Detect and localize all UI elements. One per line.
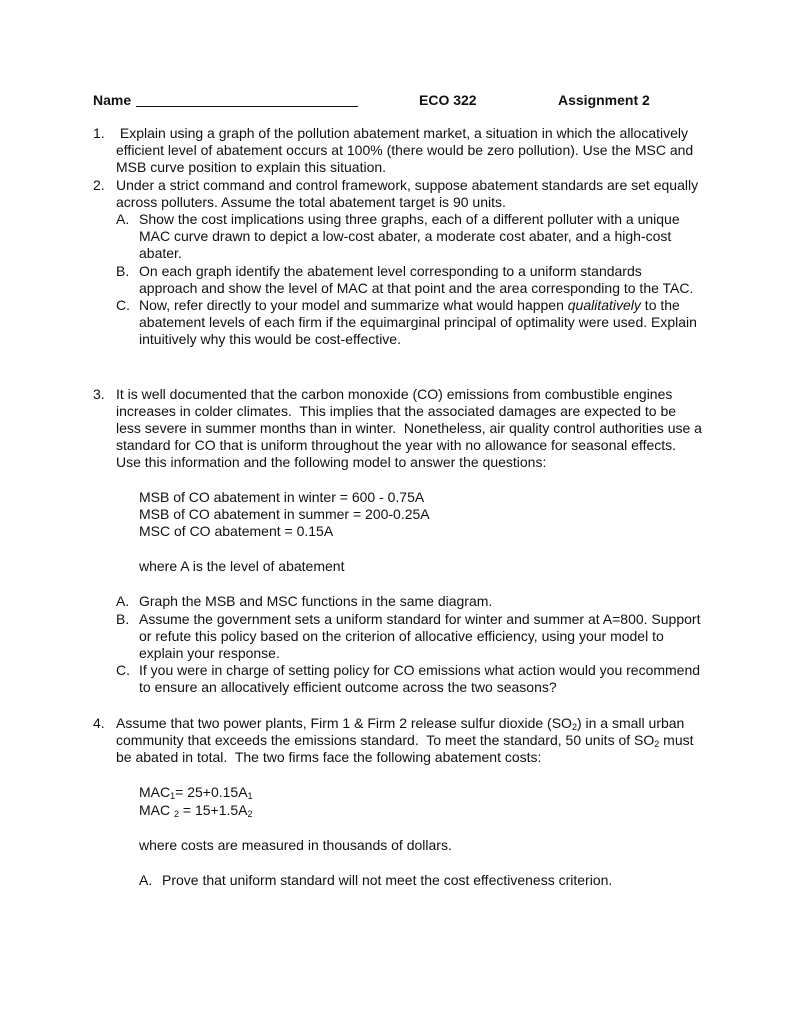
subquestion-3b	[116, 611, 703, 663]
header	[93, 92, 703, 110]
question-text: Explain using a graph of the pollution abatement market, a situation in which the allocatively efficient level of abatement occurs at 100% (there would be zero pollution). Use the MSC and MSB curve position to explain this situation.	[116, 125, 698, 176]
equation-mac2	[139, 802, 703, 819]
italic-emphasis: qualitatively	[567, 297, 641, 314]
subquestion-letter: A.	[116, 211, 130, 228]
question-4	[93, 715, 703, 889]
text-part: Assume that two power plants, Firm 1 & Firm 2 release sulfur dioxide (SO	[116, 714, 572, 731]
question-number: 2.	[93, 176, 105, 193]
subquestion-text: Prove that uniform standard will not meet the cost effectiveness criterion.	[162, 871, 613, 888]
subquestion-letter: B.	[116, 610, 130, 627]
units-note: where costs are measured in thousands of dollars.	[139, 836, 452, 853]
subscript: 1	[170, 791, 176, 802]
text-part: to the abatement levels of each firm if the equimarginal principal of optimality were used. Explain intuitively why this would be cost-effective.	[139, 297, 701, 348]
subquestion-3c	[116, 662, 703, 696]
question-text: Under a strict command and control framework, suppose abatement standards are set equally across polluters. Assume the total abatement target is 90 units.	[116, 176, 699, 210]
subquestion-letter: B.	[116, 262, 130, 279]
subquestion-letter: A.	[116, 593, 130, 610]
subquestion-text: Graph the MSB and MSC functions in the same diagram.	[139, 593, 493, 610]
subquestion-text: Assume the government sets a uniform standard for winter and summer at A=800. Support or refute this policy based on the criterion of allocative efficiency, using your model to explain your response.	[139, 610, 701, 662]
subquestion-2b	[116, 263, 703, 297]
text-part: ) in a small urban community that exceeds the emissions standard. To meet the standard, 50 units of SO	[116, 714, 689, 748]
eq-part: MAC	[139, 801, 174, 818]
equation-msb-summer: MSB of CO abatement in summer = 200-0.25A	[139, 505, 430, 522]
question-number: 4.	[93, 714, 105, 731]
assignment-title: Assignment 2	[558, 92, 650, 108]
course-code: ECO 322	[419, 92, 477, 108]
equation-msb-winter: MSB of CO abatement in winter = 600 - 0.75A	[139, 488, 425, 505]
subscript: 2	[571, 721, 577, 732]
eq-part: = 15+1.5A	[179, 801, 248, 818]
question-number: 1.	[93, 125, 105, 141]
subscript: 2	[174, 808, 180, 819]
subscript: 2	[247, 808, 253, 819]
eq-part: MAC	[139, 784, 171, 801]
subquestion-text	[139, 297, 703, 349]
model-equations	[116, 489, 703, 576]
text-part: Now, refer directly to your model and summarize what would happen	[139, 297, 568, 314]
subquestion-text: On each graph identify the abatement level corresponding to a uniform standards approach and show the level of MAC at that point and the area corresponding to the TAC.	[139, 262, 694, 296]
assignment-page	[93, 92, 706, 889]
question-2	[93, 177, 703, 349]
name-blank-line	[136, 106, 358, 107]
subquestion-letter: C.	[116, 662, 130, 679]
eq-part: = 25+0.15A	[175, 784, 248, 801]
subquestion-4a	[139, 872, 703, 889]
question-3	[93, 385, 706, 697]
question-text: It is well documented that the carbon monoxide (CO) emissions from combustible engines increases in colder climates. This implies that the associated damages are expected to be less severe in summer months than in winter. Nonetheless, air quality control authorities use a standard for CO that is uniform throughout the year with no allowance for seasonal effects. Use this information and the following model to answer the questions:	[116, 385, 706, 471]
cost-equations	[116, 784, 703, 854]
subquestion-text: If you were in charge of setting policy for CO emissions what action would you recommend to ensure an allocatively efficient outcome across the two seasons?	[139, 662, 701, 696]
variable-definition: where A is the level of abatement	[139, 558, 345, 575]
subquestion-4a-wrap	[116, 872, 703, 889]
equation-msc: MSC of CO abatement = 0.15A	[139, 523, 334, 540]
subscript: 1	[247, 791, 253, 802]
equation-mac1	[139, 784, 703, 801]
subquestion-text: Show the cost implications using three graphs, each of a different polluter with a unique MAC curve drawn to depict a low-cost abater, a moderate cost abater, and a high-cost abater.	[139, 211, 680, 262]
subscript: 2	[654, 738, 660, 749]
question-1	[93, 125, 703, 177]
subquestion-letter: C.	[116, 297, 130, 314]
subquestion-2a	[116, 211, 703, 263]
text-part: must be abated in total. The two firms face the following abatement costs:	[116, 731, 698, 766]
question-text	[116, 715, 703, 767]
question-number: 3.	[93, 385, 105, 402]
subquestion-2c	[116, 297, 703, 349]
name-label: Name	[93, 92, 132, 108]
subquestion-3a	[116, 593, 703, 610]
subquestion-letter: A.	[139, 871, 153, 888]
